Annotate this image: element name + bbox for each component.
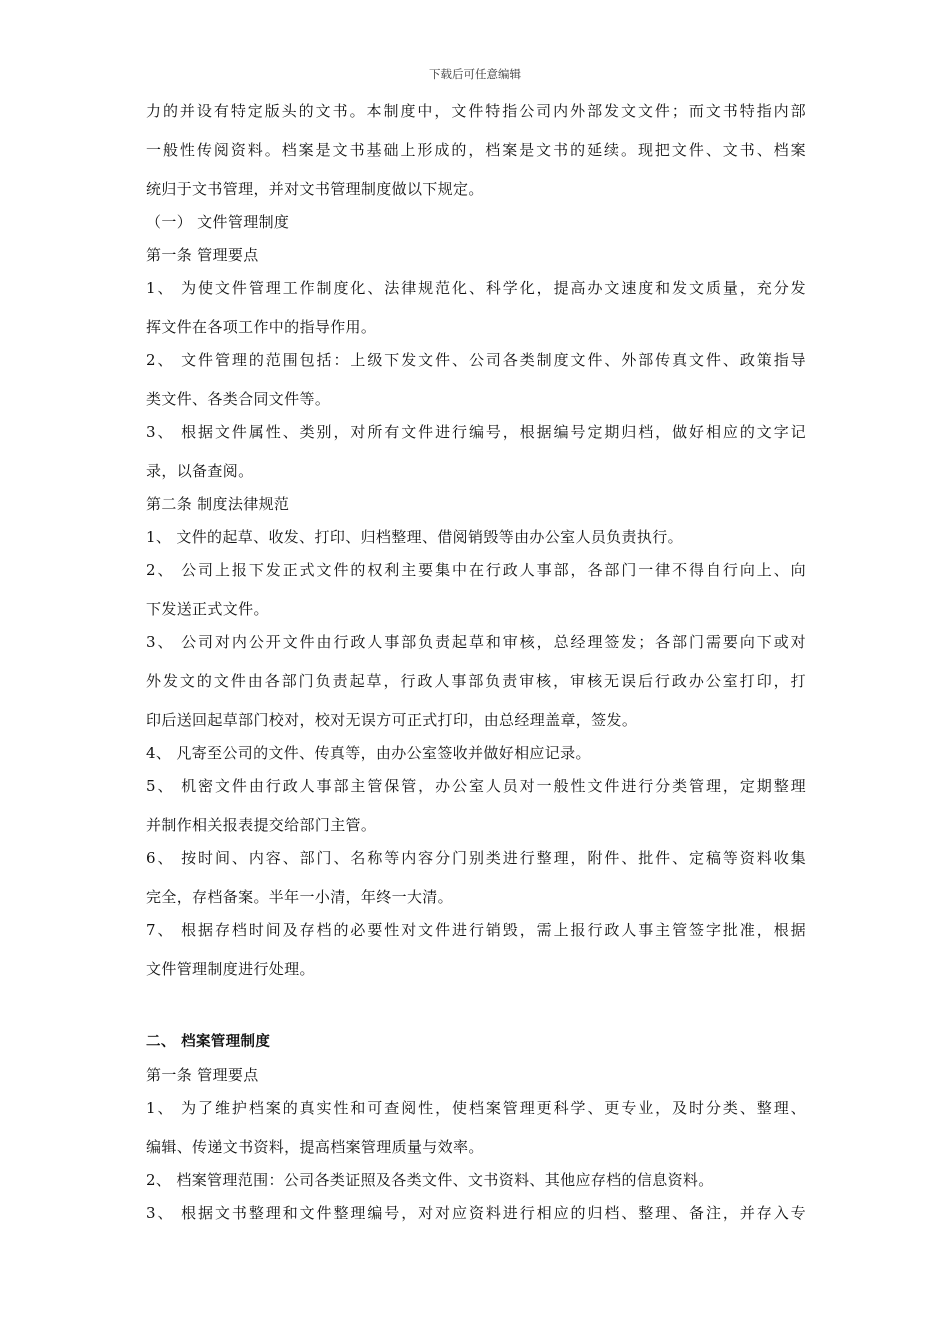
section-gap (146, 989, 806, 1029)
text-line: 印后送回起草部门校对，校对无误方可正式打印，由总经理盖章，签发。 (146, 711, 638, 729)
text-line: 统归于文书管理，并对文书管理制度做以下规定。 (146, 180, 484, 198)
text-line: 外发文的文件由各部门负责起草，行政人事部负责审核，审核无误后行政办公室打印，打 (146, 672, 806, 690)
text-line: 7、 根据存档时间及存档的必要性对文件进行销毁，需上报行政人事主管签字批准，根据 (146, 921, 806, 939)
text-line: 3、 根据文书整理和文件整理编号，对对应资料进行相应的归档、整理、备注，并存入专 (146, 1204, 806, 1222)
document-body (146, 98, 806, 1239)
section-heading: 二、 档案管理制度 (146, 1034, 271, 1050)
text-line: 1、 为使文件管理工作制度化、法律规范化、科学化，提高办文速度和发文质量，充分发 (146, 279, 806, 297)
text-line: 6、 按时间、内容、部门、名称等内容分门别类进行整理，附件、批件、定稿等资料收集 (146, 849, 806, 867)
text-line: 2、 文件管理的范围包括：上级下发文件、公司各类制度文件、外部传真文件、政策指导 (146, 351, 806, 369)
text-line: 3、 根据文件属性、类别，对所有文件进行编号，根据编号定期归档，做好相应的文字记 (146, 423, 806, 441)
text-line: 第一条 管理要点 (146, 1066, 259, 1084)
text-line: 2、 公司上报下发正式文件的权利主要集中在行政人事部，各部门一律不得自行向上、向 (146, 561, 806, 579)
text-line: 第二条 制度法律规范 (146, 495, 290, 513)
text-line: 完全，存档备案。半年一小清，年终一大清。 (146, 888, 454, 906)
text-line: 1、 为了维护档案的真实性和可查阅性，使档案管理更科学、更专业，及时分类、整理、 (146, 1099, 806, 1117)
text-line: （一） 文件管理制度 (146, 213, 290, 231)
text-line: 2、 档案管理范围：公司各类证照及各类文件、文书资料、其他应存档的信息资料。 (146, 1171, 714, 1189)
text-line: 下发送正式文件。 (146, 600, 269, 618)
text-line: 第一条 管理要点 (146, 246, 259, 264)
page-header: 下载后可任意编辑 (429, 67, 521, 81)
text-line: 3、 公司对内公开文件由行政人事部负责起草和审核，总经理签发；各部门需要向下或对 (146, 633, 806, 651)
section-archive-management (146, 1062, 806, 1239)
text-line: 文件管理制度进行处理。 (146, 960, 315, 978)
text-line: 录，以备查阅。 (146, 462, 254, 480)
text-line: 挥文件在各项工作中的指导作用。 (146, 318, 377, 336)
text-line: 力的并设有特定版头的文书。本制度中，文件特指公司内外部发文文件；而文书特指内部 (146, 102, 806, 120)
text-line: 一般性传阅资料。档案是文书基础上形成的，档案是文书的延续。现把文件、文书、档案 (146, 141, 806, 159)
text-line: 类文件、各类合同文件等。 (146, 390, 331, 408)
text-line: 并制作相关报表提交给部门主管。 (146, 816, 377, 834)
text-line: 1、 文件的起草、收发、打印、归档整理、借阅销毁等由办公室人员负责执行。 (146, 528, 683, 546)
text-line: 5、 机密文件由行政人事部主管保管，办公室人员对一般性文件进行分类管理，定期整理 (146, 777, 806, 795)
text-line: 4、 凡寄至公司的文件、传真等，由办公室签收并做好相应记录。 (146, 744, 591, 762)
section-file-management (146, 98, 806, 989)
text-line: 编辑、传递文书资料，提高档案管理质量与效率。 (146, 1138, 484, 1156)
